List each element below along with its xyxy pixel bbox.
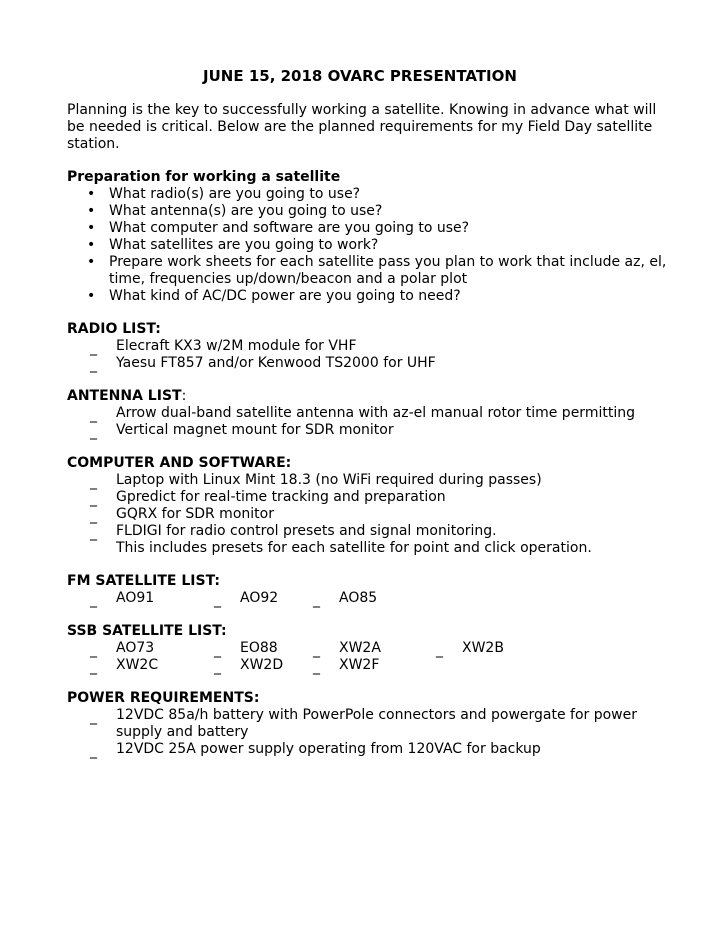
satellite-name: AO73 [116, 640, 155, 656]
list-item-text: Prepare work sheets for each satellite pass you plan to work that include az, el, time, frequencies up/down/beacon and a polar plot [109, 254, 667, 287]
list-item [67, 472, 667, 489]
satellite-name: XW2C [116, 657, 159, 673]
list-mark: _ [90, 491, 97, 507]
list-mark: _ [90, 424, 97, 440]
list-item [67, 405, 667, 422]
list-item [67, 186, 667, 203]
list-item-text: What antenna(s) are you going to use? [109, 203, 383, 219]
satellite-name: AO85 [339, 590, 378, 606]
satellite-cell [313, 640, 381, 658]
satellite-cell [90, 640, 155, 658]
document-page [67, 66, 667, 774]
ssb-satellite-grid [67, 640, 667, 674]
satellite-cell [436, 640, 504, 658]
list-mark: _ [214, 659, 221, 675]
list-item [67, 203, 667, 220]
satellite-name: XW2D [240, 657, 284, 673]
satellite-row [67, 590, 667, 607]
list-item-continuation: This includes presets for each satellite for point and click operation. [116, 540, 592, 556]
list-item [67, 254, 667, 288]
list-item [67, 489, 667, 506]
power-list [67, 707, 667, 758]
list-item [67, 741, 667, 758]
radio-list-heading: RADIO LIST: [67, 321, 161, 337]
list-item-text: Laptop with Linux Mint 18.3 (no WiFi required during passes) [116, 472, 542, 488]
list-item [67, 506, 667, 523]
list-mark: _ [313, 659, 320, 675]
list-item-text: FLDIGI for radio control presets and signal monitoring. [116, 523, 497, 539]
list-mark: _ [90, 474, 97, 490]
list-item-text: Gpredict for real-time tracking and preparation [116, 489, 446, 505]
list-mark: _ [90, 407, 97, 423]
list-item-text: What computer and software are you going to use? [109, 220, 470, 236]
list-item-text: What satellites are you going to work? [109, 237, 379, 253]
bullet-icon: • [87, 288, 96, 304]
list-mark: _ [90, 743, 97, 759]
heading-colon: : [181, 388, 187, 404]
list-item-text: Yaesu FT857 and/or Kenwood TS2000 for UHF [116, 355, 436, 371]
antenna-list [67, 405, 667, 439]
bullet-icon: • [87, 203, 96, 219]
satellite-row [67, 640, 667, 657]
list-mark: _ [313, 592, 320, 608]
bullet-icon: • [87, 237, 96, 253]
list-mark: _ [90, 340, 97, 356]
satellite-cell [90, 590, 155, 608]
preparation-heading: Preparation for working a satellite [67, 169, 341, 185]
satellite-name: AO92 [240, 590, 279, 606]
list-item [67, 237, 667, 254]
list-item-text: Vertical magnet mount for SDR monitor [116, 422, 394, 438]
list-item [67, 338, 667, 355]
satellite-name: XW2A [339, 640, 381, 656]
satellite-name: EO88 [240, 640, 278, 656]
radio-list [67, 338, 667, 372]
document-title: JUNE 15, 2018 OVARC PRESENTATION [203, 67, 517, 85]
intro-paragraph: Planning is the key to successfully working a satellite. Knowing in advance what will be needed is critical. Below are the planned requirements for my Field Day satellite station. [67, 102, 657, 152]
list-mark: _ [214, 592, 221, 608]
list-mark: _ [436, 642, 443, 658]
satellite-name: AO91 [116, 590, 155, 606]
list-item-text: Arrow dual-band satellite antenna with az-el manual rotor time permitting [116, 405, 635, 421]
list-item [67, 707, 667, 741]
bullet-icon: • [87, 254, 96, 270]
list-mark: _ [90, 525, 97, 541]
satellite-name: XW2F [339, 657, 380, 673]
antenna-list-heading [67, 388, 667, 405]
list-mark: _ [90, 642, 97, 658]
bullet-icon: • [87, 186, 96, 202]
list-item-text: 12VDC 25A power supply operating from 120VAC for backup [116, 741, 541, 757]
list-mark: _ [90, 659, 97, 675]
list-item [67, 422, 667, 439]
computer-software-list [67, 472, 667, 557]
satellite-cell [313, 657, 380, 675]
list-mark: _ [90, 592, 97, 608]
list-item [67, 355, 667, 372]
list-item-text: GQRX for SDR monitor [116, 506, 274, 522]
satellite-cell [214, 640, 278, 658]
computer-software-heading: COMPUTER AND SOFTWARE: [67, 455, 292, 471]
list-item [67, 523, 667, 557]
list-mark: _ [214, 642, 221, 658]
satellite-cell [214, 590, 279, 608]
antenna-list-heading-text: ANTENNA LIST [67, 388, 182, 404]
list-mark: _ [90, 508, 97, 524]
bullet-icon: • [87, 220, 96, 236]
list-mark: _ [90, 709, 97, 725]
power-heading: POWER REQUIREMENTS: [67, 690, 260, 706]
list-item-text: What kind of AC/DC power are you going to need? [109, 288, 461, 304]
list-item [67, 288, 667, 305]
fm-satellite-heading: FM SATELLITE LIST: [67, 573, 220, 589]
satellite-cell [90, 657, 159, 675]
list-mark: _ [313, 642, 320, 658]
list-item [67, 220, 667, 237]
list-item-text: Elecraft KX3 w/2M module for VHF [116, 338, 357, 354]
list-item-text: What radio(s) are you going to use? [109, 186, 361, 202]
satellite-name: XW2B [462, 640, 504, 656]
satellite-cell [313, 590, 378, 608]
list-item-text: 12VDC 85a/h battery with PowerPole connectors and powergate for power supply and battery [116, 707, 638, 740]
list-mark: _ [90, 357, 97, 373]
satellite-cell [214, 657, 284, 675]
fm-satellite-grid [67, 590, 667, 607]
satellite-row [67, 657, 667, 674]
ssb-satellite-heading: SSB SATELLITE LIST: [67, 623, 227, 639]
preparation-list [67, 186, 667, 305]
